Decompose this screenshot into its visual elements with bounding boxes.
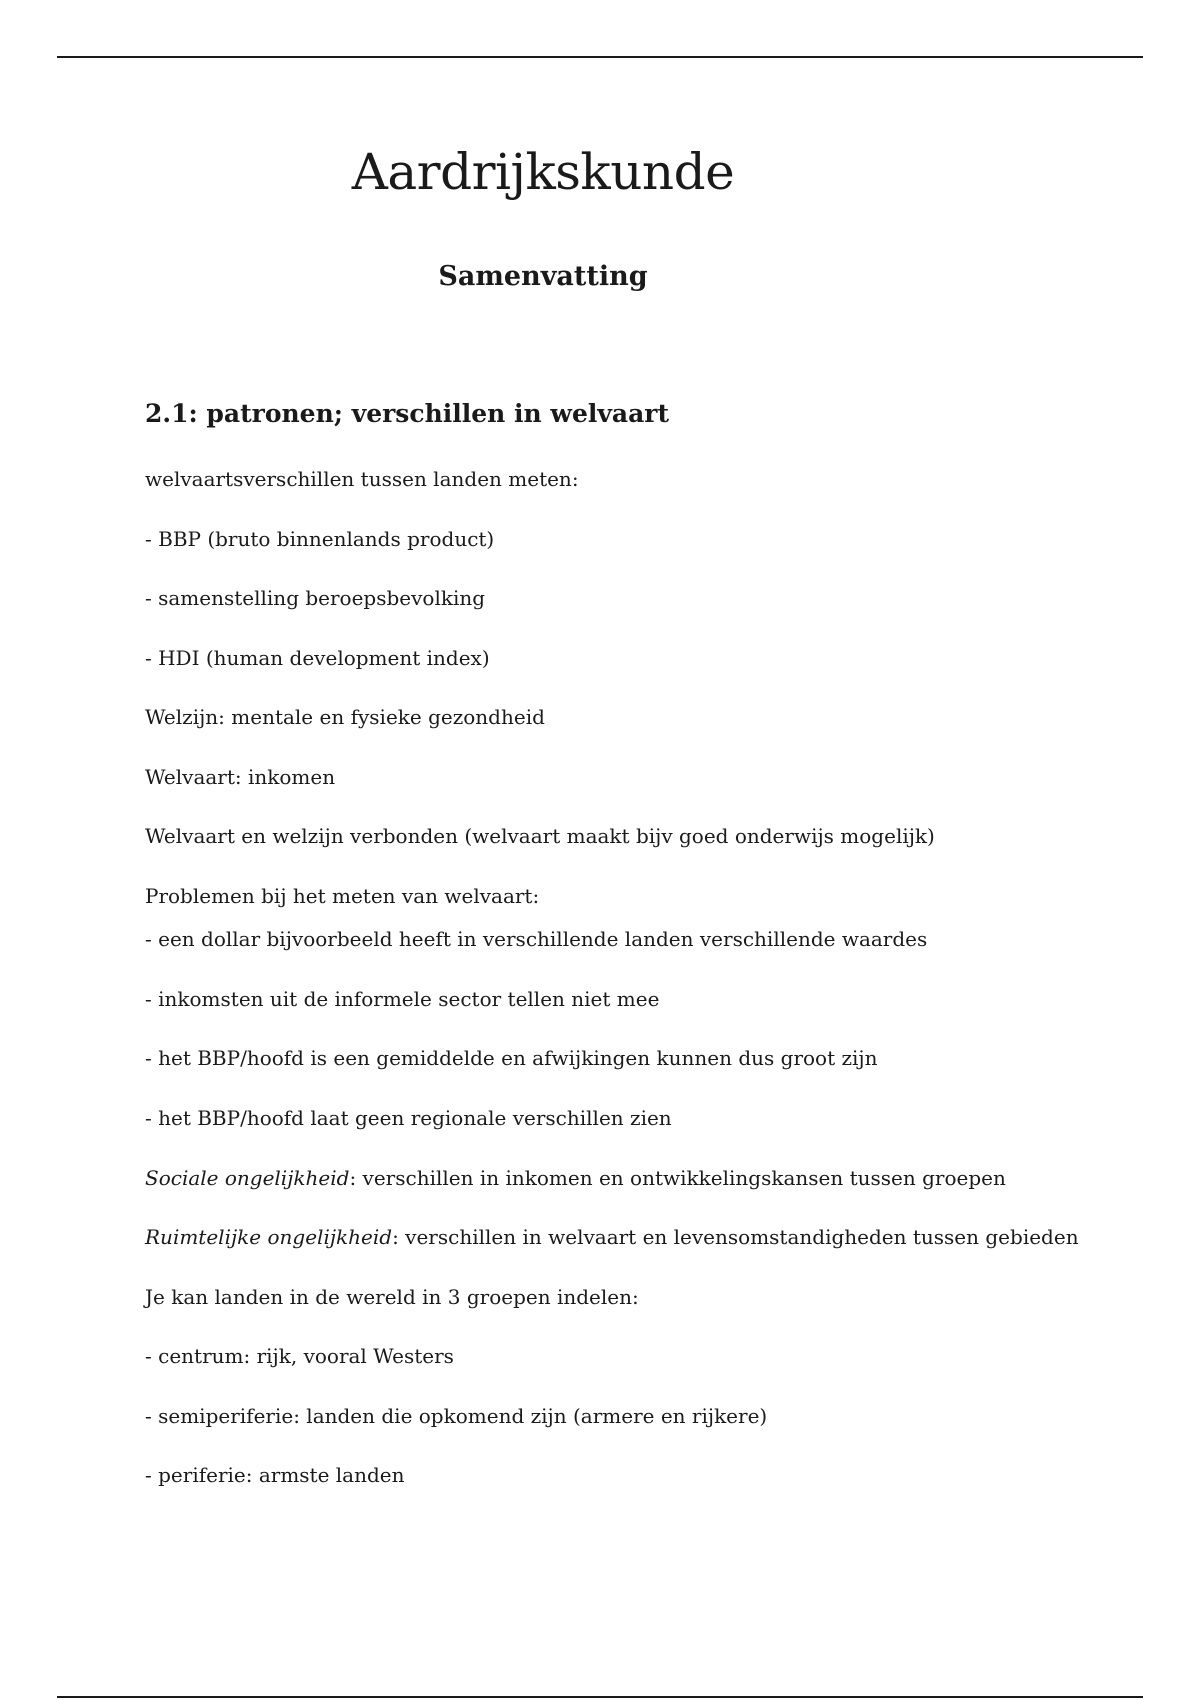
- list-item-beroepsbevolking: - samenstelling beroepsbevolking: [145, 586, 486, 610]
- group-item-semiperiferie: - semiperiferie: landen die opkomend zijn (armere en rijkere): [145, 1404, 768, 1428]
- section-heading: 2.1: patronen; verschillen in welvaart: [145, 399, 669, 428]
- definition-text: : verschillen in inkomen en ontwikkelingskansen tussen groepen: [349, 1166, 1006, 1190]
- definition-term: Sociale ongelijkheid: [145, 1166, 350, 1190]
- welvaart-line: Welvaart: inkomen: [145, 765, 336, 789]
- page-title: Aardrijkskunde: [351, 143, 735, 201]
- intro-line: welvaartsverschillen tussen landen meten:: [145, 467, 579, 491]
- definition-term: Ruimtelijke ongelijkheid: [145, 1225, 393, 1249]
- bottom-rule: [57, 1696, 1143, 1698]
- group-item-periferie: - periferie: armste landen: [145, 1463, 405, 1487]
- definition-ruimtelijke-ongelijkheid: [145, 1224, 1079, 1250]
- problem-item-informele-sector: - inkomsten uit de informele sector tellen niet mee: [145, 987, 660, 1011]
- verbonden-line: Welvaart en welzijn verbonden (welvaart maakt bijv goed onderwijs mogelijk): [145, 824, 935, 848]
- group-item-centrum: - centrum: rijk, vooral Westers: [145, 1344, 454, 1368]
- list-item-hdi: - HDI (human development index): [145, 646, 490, 670]
- problem-item-gemiddelde: - het BBP/hoofd is een gemiddelde en afwijkingen kunnen dus groot zijn: [145, 1046, 878, 1070]
- welzijn-line: Welzijn: mentale en fysieke gezondheid: [145, 705, 545, 729]
- definition-sociale-ongelijkheid: [145, 1165, 1006, 1191]
- problem-item-dollar: - een dollar bijvoorbeeld heeft in verschillende landen verschillende waardes: [145, 927, 928, 951]
- top-rule: [57, 56, 1143, 58]
- problem-item-regionaal: - het BBP/hoofd laat geen regionale verschillen zien: [145, 1106, 672, 1130]
- definition-text: : verschillen in welvaart en levensomstandigheden tussen gebieden: [392, 1225, 1079, 1249]
- problemen-heading-line: Problemen bij het meten van welvaart:: [145, 884, 540, 908]
- page-subtitle: Samenvatting: [438, 261, 648, 292]
- list-item-bbp: - BBP (bruto binnenlands product): [145, 527, 495, 551]
- groups-intro-line: Je kan landen in de wereld in 3 groepen indelen:: [145, 1285, 639, 1309]
